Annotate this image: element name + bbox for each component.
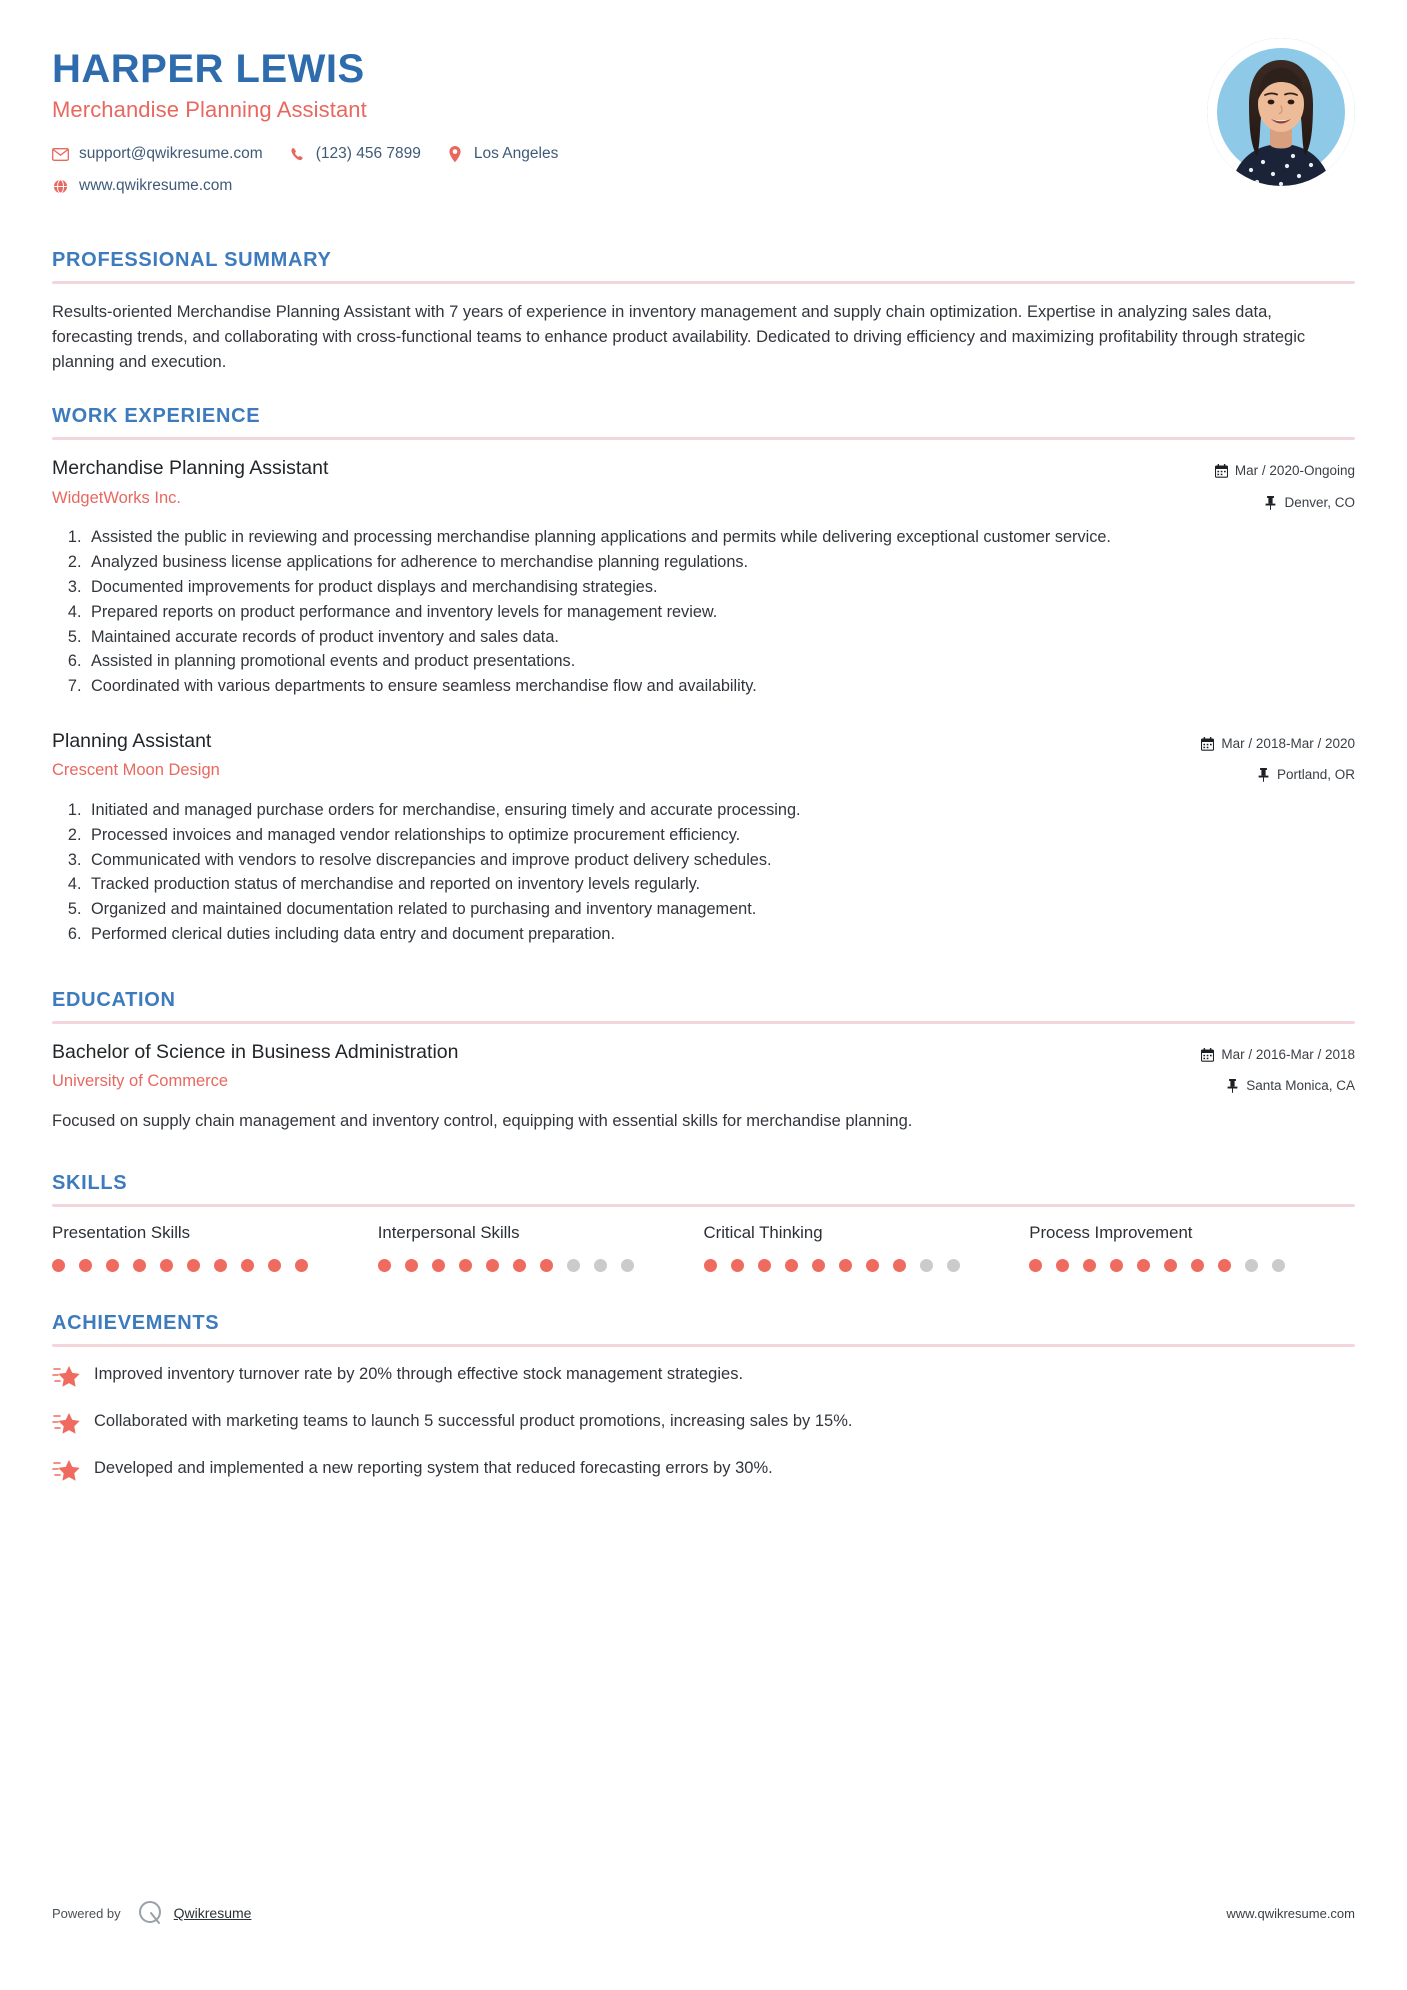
skill-dot-filled: [187, 1259, 200, 1272]
skill-dot-filled: [1029, 1259, 1042, 1272]
experience-entry-main: [52, 456, 1195, 509]
achievement-item: [52, 1457, 1355, 1482]
skill-dot-filled: [1056, 1259, 1069, 1272]
skill-dot-filled: [1137, 1259, 1150, 1272]
skill-item: [378, 1223, 704, 1272]
candidate-role: Merchandise Planning Assistant: [52, 97, 367, 122]
education-location: [1201, 1075, 1355, 1097]
calendar-icon: [1201, 737, 1214, 751]
company-name: Crescent Moon Design: [52, 761, 220, 780]
job-bullet: 4. Prepared reports on product performance and inventory levels for management review.: [86, 601, 1355, 625]
section-skills: [52, 1172, 1355, 1272]
skill-dot-filled: [893, 1259, 906, 1272]
education-entry-header: [52, 1040, 1355, 1097]
skill-dot-filled: [839, 1259, 852, 1272]
education-dates: [1201, 1044, 1355, 1066]
contact-email[interactable]: [52, 145, 263, 163]
skill-dot-filled: [1083, 1259, 1096, 1272]
section-title-achievements: ACHIEVEMENTS: [52, 1311, 220, 1334]
footer-website: www.qwikresume.com: [1226, 1905, 1355, 1921]
map-pin-icon: [447, 146, 464, 163]
skill-item: [52, 1223, 378, 1272]
section-divider: [52, 1344, 1355, 1347]
job-title: Merchandise Planning Assistant: [52, 457, 329, 480]
section-divider: [52, 281, 1355, 284]
skill-dot-filled: [704, 1259, 717, 1272]
job-location: [1201, 764, 1355, 786]
skill-item: [704, 1223, 1030, 1272]
degree-title: Bachelor of Science in Business Administration: [52, 1040, 459, 1063]
resume-header: [52, 0, 1355, 227]
skill-dot-empty: [621, 1259, 634, 1272]
skill-dot-empty: [947, 1259, 960, 1272]
contact-phone[interactable]: [289, 145, 421, 163]
skill-dot-filled: [1191, 1259, 1204, 1272]
job-bullet: 6. Assisted in planning promotional events and product presentations.: [86, 650, 1355, 674]
skill-dot-filled: [486, 1259, 499, 1272]
contact-location: [447, 145, 558, 163]
star-icon: [52, 1364, 80, 1388]
envelope-icon: [52, 146, 69, 163]
job-bullet: 3. Documented improvements for product displays and merchandising strategies.: [86, 576, 1355, 600]
job-bullet: 1. Initiated and managed purchase orders for merchandise, ensuring timely and accurate processing.: [86, 799, 1355, 823]
job-bullets: [52, 526, 1355, 698]
contact-phone-text: (123) 456 7899: [315, 145, 421, 162]
skill-rating: [1029, 1259, 1355, 1272]
experience-entry: [52, 456, 1355, 699]
star-icon: [52, 1458, 80, 1482]
avatar: [1207, 38, 1355, 186]
education-dates-text: Mar / 2016-Mar / 2018: [1221, 1046, 1355, 1062]
job-bullet: 2. Processed invoices and managed vendor relationships to optimize procurement efficiency.: [86, 824, 1355, 848]
skill-dot-filled: [378, 1259, 391, 1272]
skill-dot-empty: [1245, 1259, 1258, 1272]
school-name: University of Commerce: [52, 1072, 229, 1091]
experience-entry: [52, 729, 1355, 947]
job-bullet: 2. Analyzed business license applications for adherence to merchandise planning regulations.: [86, 551, 1355, 575]
job-bullet: 3. Communicated with vendors to resolve discrepancies and improve product delivery schedules.: [86, 849, 1355, 873]
calendar-icon: [1215, 464, 1228, 478]
skill-dot-filled: [79, 1259, 92, 1272]
skill-rating: [378, 1259, 704, 1272]
section-divider: [52, 1204, 1355, 1207]
skill-dot-filled: [432, 1259, 445, 1272]
job-dates: [1201, 733, 1355, 755]
phone-icon: [289, 146, 306, 163]
achievement-item: [52, 1363, 1355, 1388]
contact-row-2: [52, 177, 1355, 195]
section-education: [52, 989, 1355, 1134]
skill-dot-filled: [106, 1259, 119, 1272]
skill-dot-filled: [785, 1259, 798, 1272]
education-location-text: Santa Monica, CA: [1246, 1078, 1355, 1094]
footer-powered-by: [52, 1898, 251, 1928]
experience-entry-main: [52, 729, 1181, 782]
skill-dot-filled: [405, 1259, 418, 1272]
skill-dot-filled: [866, 1259, 879, 1272]
contact-website-text: www.qwikresume.com: [79, 177, 233, 194]
skill-rating: [704, 1259, 1030, 1272]
skill-dot-filled: [52, 1259, 65, 1272]
contact-email-text: support@qwikresume.com: [79, 145, 263, 162]
experience-entry-header: [52, 729, 1355, 786]
skill-dot-filled: [133, 1259, 146, 1272]
contact-website[interactable]: [52, 177, 232, 195]
section-title-summary: PROFESSIONAL SUMMARY: [52, 249, 332, 271]
achievement-text: Developed and implemented a new reporting system that reduced forecasting errors by 30%.: [94, 1458, 773, 1477]
star-icon: [52, 1411, 80, 1435]
skill-dot-filled: [241, 1259, 254, 1272]
skill-dot-filled: [731, 1259, 744, 1272]
skill-label: Process Improvement: [1029, 1222, 1193, 1242]
skill-dot-filled: [160, 1259, 173, 1272]
skill-item: [1029, 1223, 1355, 1272]
section-work-experience: [52, 405, 1355, 947]
job-bullet: 5. Organized and maintained documentation related to purchasing and inventory management.: [86, 898, 1355, 922]
skills-grid: [52, 1223, 1355, 1272]
summary-text: Results-oriented Merchandise Planning Assistant with 7 years of experience in inventory management and supply chain optimization. Expertise in analyzing sales data, forecasting trends, and collaborating with cross-functional teams to enhance product availability. Dedicated to driving efficiency and maximizing profitability through strategic planning and execution.: [52, 303, 1306, 372]
page-footer: [52, 1898, 1355, 1928]
skill-dot-filled: [214, 1259, 227, 1272]
job-bullet: 6. Performed clerical duties including data entry and document preparation.: [86, 923, 1355, 947]
job-title: Planning Assistant: [52, 729, 212, 752]
qwikresume-logo-icon: [135, 1898, 165, 1928]
section-title-skills: SKILLS: [52, 1171, 128, 1194]
achievement-text: Improved inventory turnover rate by 20% through effective stock management strategies.: [94, 1364, 744, 1383]
skill-dot-empty: [1272, 1259, 1285, 1272]
experience-entry-meta: [1181, 729, 1355, 786]
skill-dot-filled: [295, 1259, 308, 1272]
experience-entry-header: [52, 456, 1355, 513]
education-entry-meta: [1181, 1040, 1355, 1097]
footer-powered-label: Powered by: [52, 1905, 121, 1921]
job-dates-text: Mar / 2020-Ongoing: [1234, 463, 1355, 479]
skill-dot-filled: [268, 1259, 281, 1272]
job-location: [1215, 492, 1355, 514]
skill-dot-filled: [459, 1259, 472, 1272]
job-dates-text: Mar / 2018-Mar / 2020: [1221, 735, 1355, 751]
skill-dot-empty: [594, 1259, 607, 1272]
contact-location-text: Los Angeles: [473, 145, 559, 162]
section-divider: [52, 1021, 1355, 1024]
achievement-item: [52, 1410, 1355, 1435]
skill-dot-empty: [567, 1259, 580, 1272]
skill-dot-filled: [540, 1259, 553, 1272]
globe-icon: [52, 178, 69, 195]
skill-rating: [52, 1259, 378, 1272]
job-bullets: [52, 799, 1355, 947]
company-name: WidgetWorks Inc.: [52, 488, 181, 507]
job-bullet: 5. Maintained accurate records of product inventory and sales data.: [86, 626, 1355, 650]
achievement-text: Collaborated with marketing teams to launch 5 successful product promotions, increasing sales by 15%.: [94, 1411, 853, 1430]
skill-dot-empty: [920, 1259, 933, 1272]
section-professional-summary: [52, 249, 1355, 375]
job-dates: [1215, 460, 1355, 482]
job-bullet: 1. Assisted the public in reviewing and processing merchandise planning applications and permits while delivering exceptional customer service.: [86, 526, 1355, 550]
education-entry: [52, 1040, 1355, 1134]
education-description: Focused on supply chain management and inventory control, equipping with essential skills for merchandise planning.: [52, 1111, 913, 1130]
pushpin-icon: [1257, 768, 1270, 782]
section-achievements: [52, 1312, 1355, 1482]
pushpin-icon: [1264, 496, 1277, 510]
experience-entry-meta: [1195, 456, 1355, 513]
skill-dot-filled: [758, 1259, 771, 1272]
avatar-photo: [1207, 38, 1355, 186]
contact-info: [52, 145, 1355, 195]
footer-brand-link[interactable]: Qwikresume: [173, 1905, 252, 1921]
skill-label: Critical Thinking: [703, 1222, 823, 1242]
skill-dot-filled: [513, 1259, 526, 1272]
section-title-experience: WORK EXPERIENCE: [52, 405, 261, 428]
skill-dot-filled: [812, 1259, 825, 1272]
skill-label: Interpersonal Skills: [377, 1222, 520, 1242]
skill-dot-filled: [1218, 1259, 1231, 1272]
candidate-name: HARPER LEWIS: [52, 47, 365, 91]
pushpin-icon: [1226, 1079, 1239, 1093]
education-entry-main: [52, 1040, 1181, 1093]
calendar-icon: [1201, 1048, 1214, 1062]
skill-dot-filled: [1110, 1259, 1123, 1272]
job-bullet: 4. Tracked production status of merchandise and reported on inventory levels regularly.: [86, 873, 1355, 897]
job-bullet: 7. Coordinated with various departments to ensure seamless merchandise flow and availability.: [86, 675, 1355, 699]
section-title-education: EDUCATION: [52, 988, 176, 1011]
section-divider: [52, 437, 1355, 440]
job-location-text: Portland, OR: [1276, 767, 1355, 783]
skill-dot-filled: [1164, 1259, 1177, 1272]
contact-row-1: [52, 145, 1355, 163]
skill-label: Presentation Skills: [52, 1222, 191, 1242]
job-location-text: Denver, CO: [1284, 494, 1355, 510]
